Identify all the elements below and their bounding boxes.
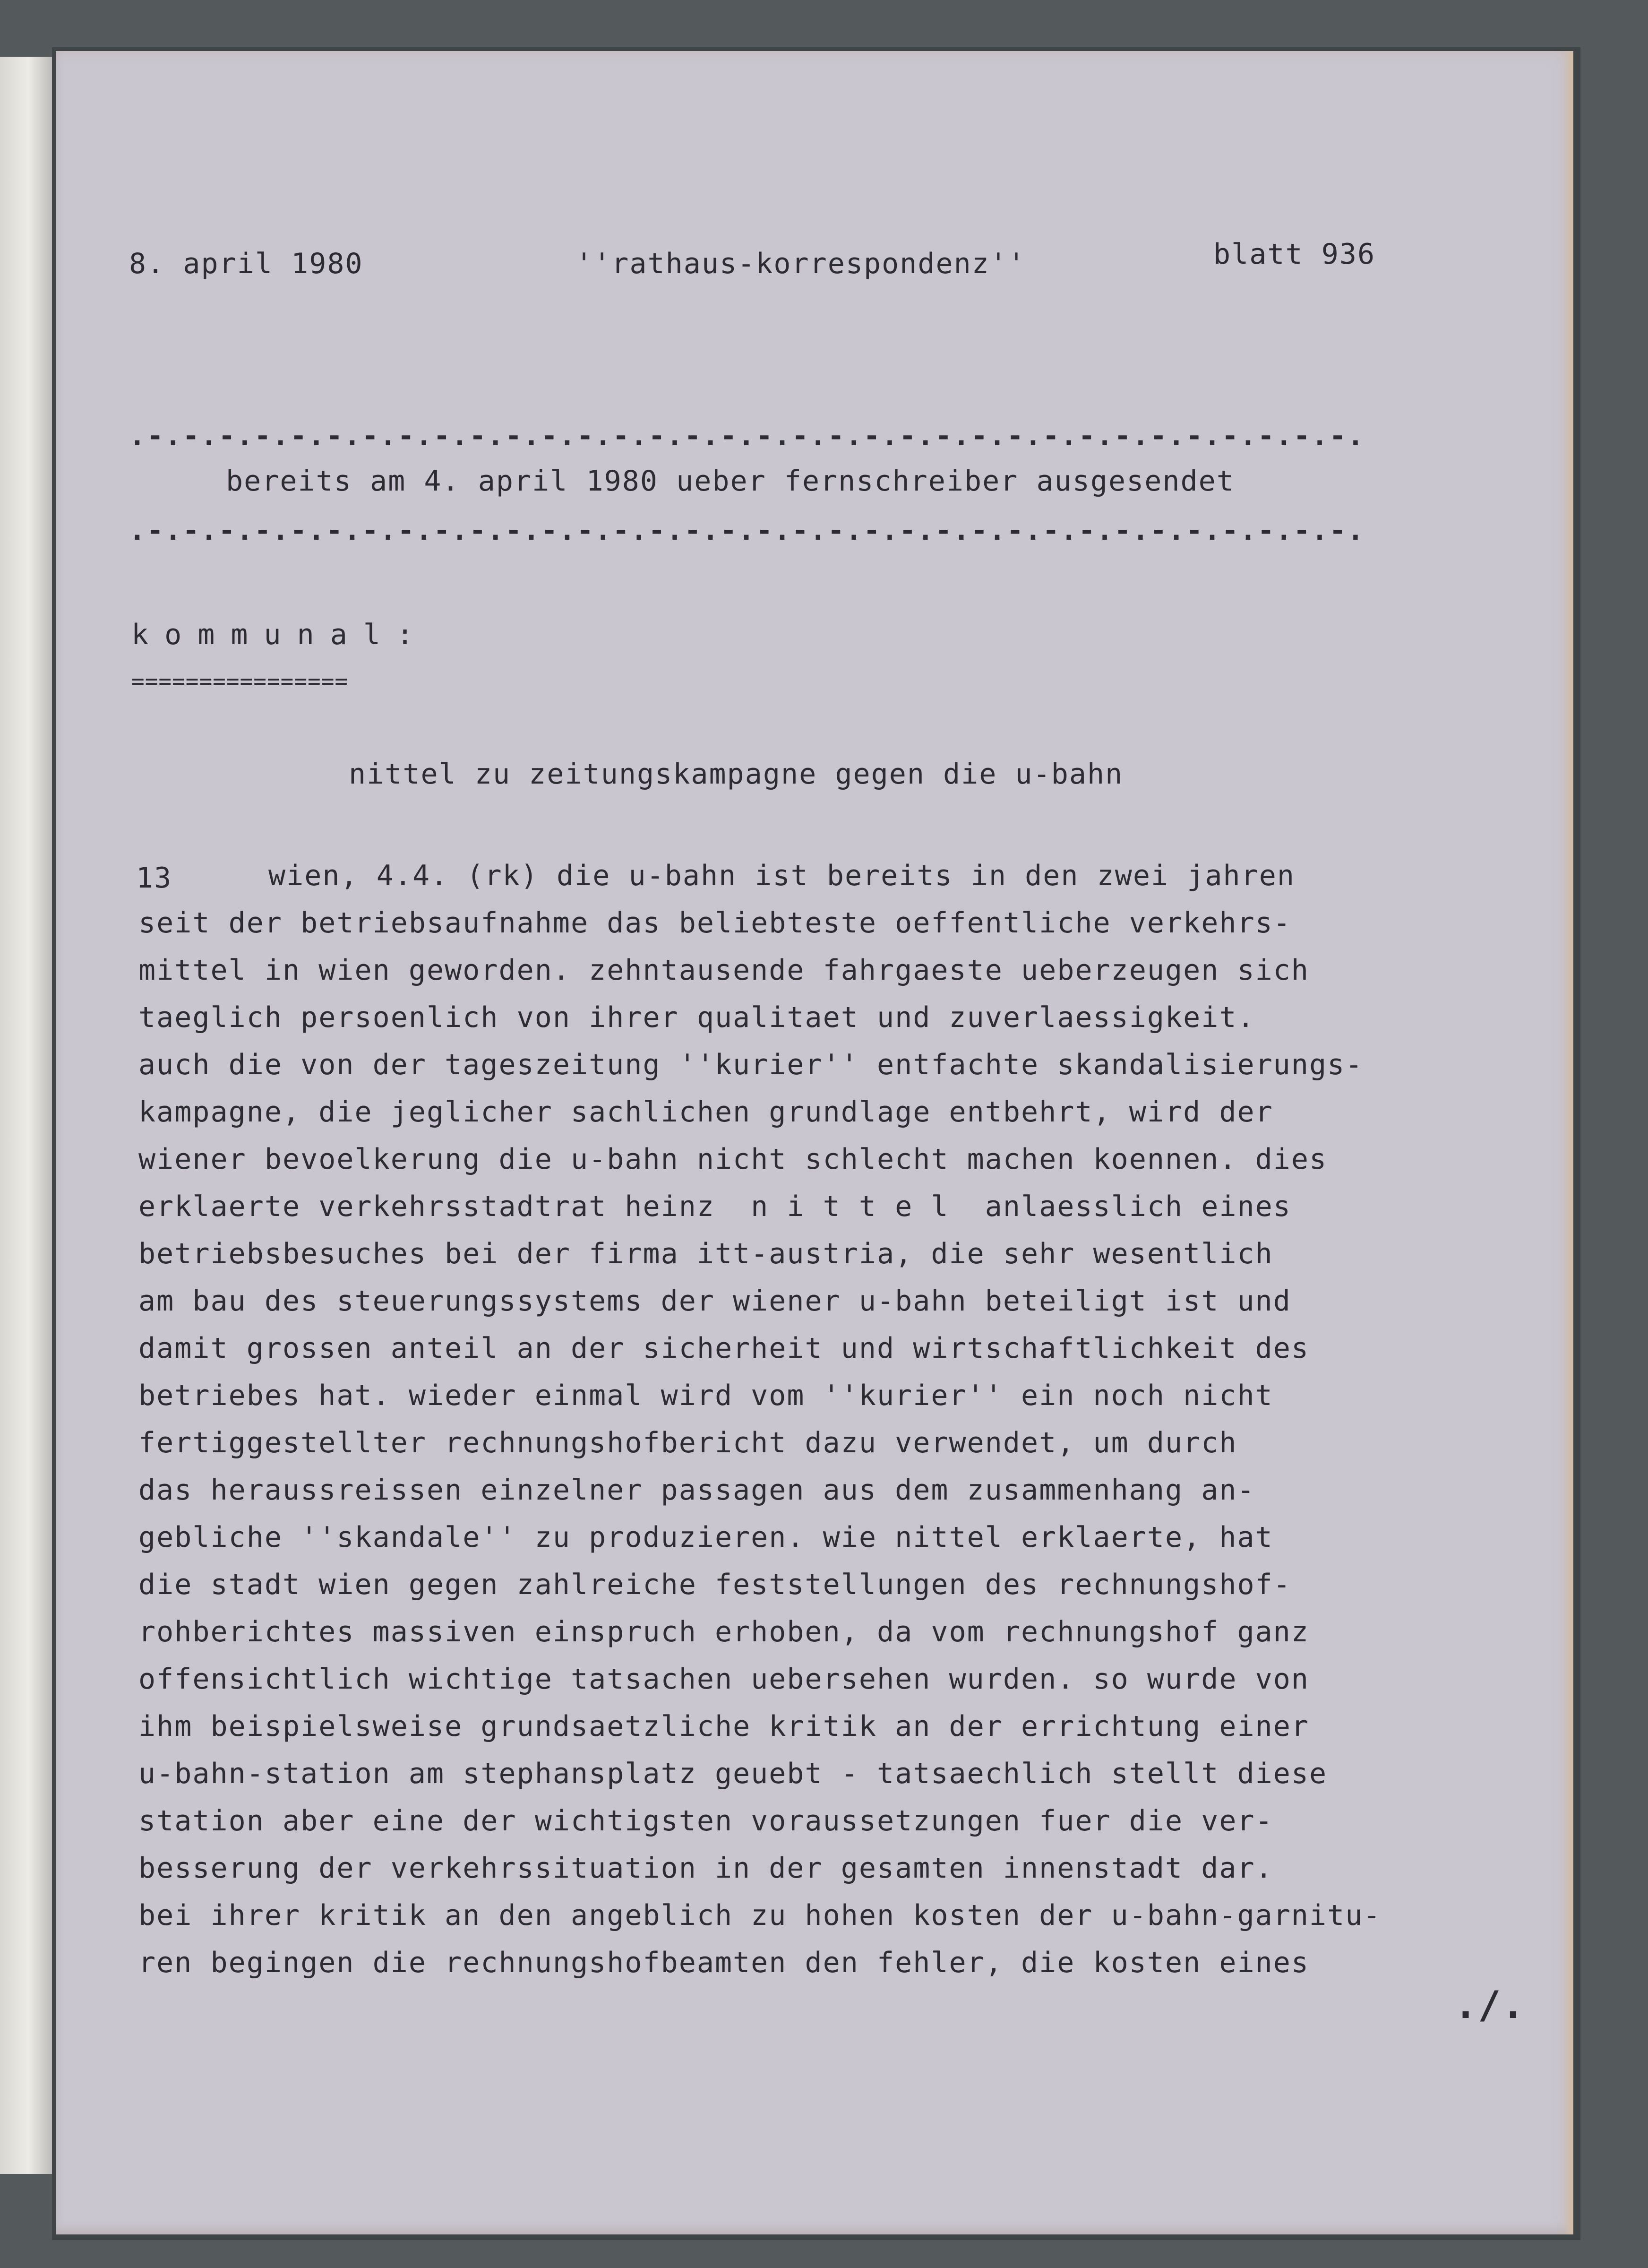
article-headline: nittel zu zeitungskampagne gegen die u-bahn xyxy=(349,758,1124,791)
separator-top: .-.-.-.-.-.-.-.-.-.-.-.-.-.-.-.-.-.-.-.-.-.-.-.-.-.-.-.-.-.-.-.-.-.-. xyxy=(129,420,1365,452)
continuation-mark: ./. xyxy=(1454,1983,1526,2027)
header-title: ''rathaus-korrespondenz'' xyxy=(575,247,1026,280)
body-line: kampagne, die jeglicher sachlichen grundlage entbehrt, wird der xyxy=(138,1095,1273,1129)
body-line: damit grossen anteil an der sicherheit und wirtschaftlichkeit des xyxy=(138,1332,1309,1365)
body-line: am bau des steuerungssystems der wiener u-bahn beteiligt ist und xyxy=(138,1285,1291,1318)
section-title: kommunal: xyxy=(131,618,430,651)
body-line: offensichtlich wichtige tatsachen uebersehen wurden. so wurde von xyxy=(138,1663,1309,1696)
body-line: auch die von der tageszeitung ''kurier'' entfachte skandalisierungs- xyxy=(138,1048,1364,1081)
body-line: wien, 4.4. (rk) die u-bahn ist bereits in den zwei jahren xyxy=(268,859,1296,892)
separator-bottom: .-.-.-.-.-.-.-.-.-.-.-.-.-.-.-.-.-.-.-.-.-.-.-.-.-.-.-.-.-.-.-.-.-.-. xyxy=(129,514,1365,546)
body-line: taeglich persoenlich von ihrer qualitaet und zuverlaessigkeit. xyxy=(138,1001,1255,1034)
body-line: die stadt wien gegen zahlreiche feststellungen des rechnungshof- xyxy=(138,1568,1291,1601)
body-line: das heraussreissen einzelner passagen aus dem zusammenhang an- xyxy=(138,1474,1255,1507)
document-page xyxy=(56,51,1573,2234)
body-line: seit der betriebsaufnahme das beliebteste oeffentliche verkehrs- xyxy=(138,906,1291,940)
body-line: erklaerte verkehrsstadtrat heinz n i t t e l anlaesslich eines xyxy=(138,1190,1291,1223)
section-underline: ================ xyxy=(131,668,349,694)
body-line: u-bahn-station am stephansplatz geuebt - tatsaechlich stellt diese xyxy=(138,1757,1328,1790)
transmission-notice: bereits am 4. april 1980 ueber fernschreiber ausgesendet xyxy=(226,465,1235,498)
body-line: bei ihrer kritik an den angeblich zu hohen kosten der u-bahn-garnitu- xyxy=(138,1899,1382,1932)
body-line: gebliche ''skandale'' zu produzieren. wie nittel erklaerte, hat xyxy=(138,1521,1273,1554)
body-line: rohberichtes massiven einspruch erhoben, da vom rechnungshof ganz xyxy=(138,1615,1309,1648)
body-line: fertiggestellter rechnungshofbericht dazu verwendet, um durch xyxy=(138,1426,1237,1459)
body-line: ihm beispielsweise grundsaetzliche kritik an der errichtung einer xyxy=(138,1710,1309,1743)
body-line: betriebes hat. wieder einmal wird vom ''kurier'' ein noch nicht xyxy=(138,1379,1273,1412)
binding-edge xyxy=(0,57,52,2174)
body-line: ren begingen die rechnungshofbeamten den fehler, die kosten eines xyxy=(138,1946,1309,1979)
body-line: betriebsbesuches bei der firma itt-austria, die sehr wesentlich xyxy=(138,1237,1273,1270)
body-line: station aber eine der wichtigsten voraussetzungen fuer die ver- xyxy=(138,1804,1273,1837)
body-line: wiener bevoelkerung die u-bahn nicht schlecht machen koennen. dies xyxy=(138,1143,1328,1176)
header-sheet-number: blatt 936 xyxy=(1213,238,1376,271)
item-number: 13 xyxy=(136,862,172,895)
body-line: mittel in wien geworden. zehntausende fahrgaeste ueberzeugen sich xyxy=(138,954,1309,987)
body-line: besserung der verkehrssituation in der gesamten innenstadt dar. xyxy=(138,1852,1273,1885)
header-date: 8. april 1980 xyxy=(129,247,363,280)
